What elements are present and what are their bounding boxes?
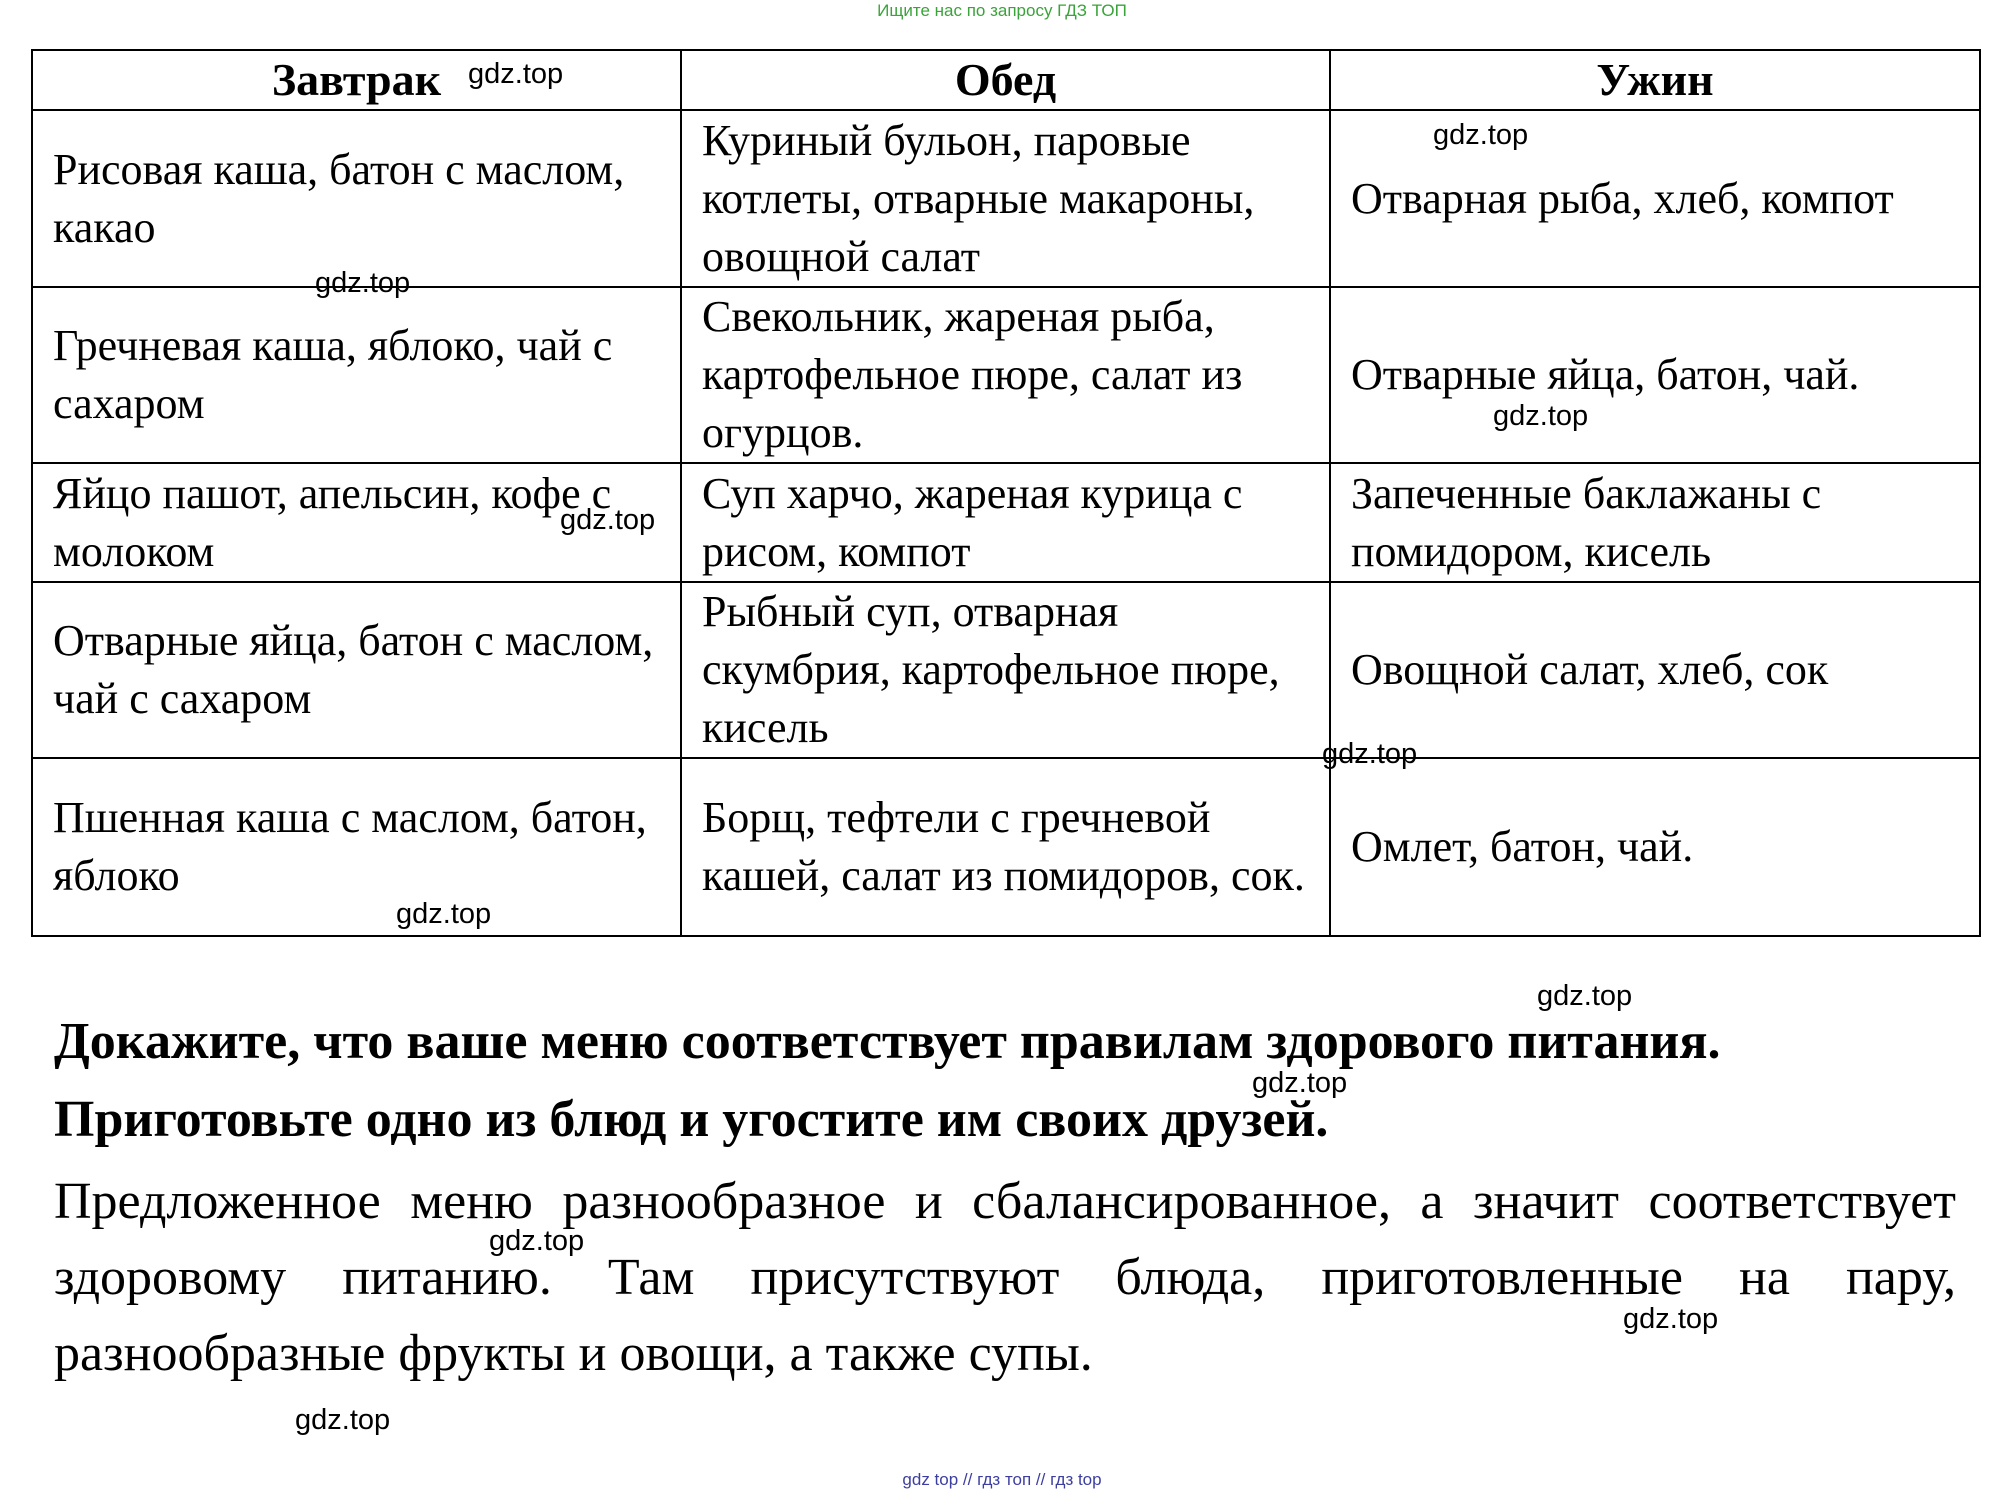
- task-line-2: Приготовьте одно из блюд и угостите им своих друзей.: [54, 1091, 1329, 1148]
- watermark: gdz.top: [1252, 1067, 1348, 1099]
- watermark: gdz.top: [1537, 980, 1633, 1012]
- watermark: gdz.top: [396, 898, 492, 930]
- dinner-cell: Омлет, батон, чай.: [1330, 758, 1980, 936]
- lunch-cell: Куриный бульон, паровые котлеты, отварные макароны, овощной салат: [681, 110, 1330, 287]
- breakfast-cell: Пшенная каша с маслом, батон, яблоко: [32, 758, 681, 936]
- breakfast-cell: Гречневая каша, яблоко, чай с сахаром: [32, 287, 681, 463]
- header-breakfast: Завтрак: [32, 50, 681, 110]
- breakfast-cell: Рисовая каша, батон с маслом, какао: [32, 110, 681, 287]
- table-row: [32, 287, 1980, 463]
- watermark: gdz.top: [1433, 119, 1529, 151]
- lunch-cell: Свекольник, жареная рыба, картофельное пюре, салат из огурцов.: [681, 287, 1330, 463]
- header-dinner: Ужин: [1330, 50, 1980, 110]
- header-lunch: Обед: [681, 50, 1330, 110]
- menu-table: [31, 49, 1981, 937]
- lunch-cell: Рыбный суп, отварная скумбрия, картофельное пюре, кисель: [681, 582, 1330, 758]
- watermark: gdz.top: [315, 267, 411, 299]
- breakfast-cell: Отварные яйца, батон с маслом, чай с сахаром: [32, 582, 681, 758]
- watermark: gdz.top: [1493, 400, 1589, 432]
- lunch-cell: Борщ, тефтели с гречневой кашей, салат из помидоров, сок.: [681, 758, 1330, 936]
- watermark: gdz.top: [1322, 738, 1418, 770]
- table-row: [32, 758, 1980, 936]
- watermark: gdz.top: [295, 1404, 391, 1436]
- watermark: gdz.top: [560, 504, 656, 536]
- dinner-cell: Запеченные баклажаны с помидором, кисель: [1330, 463, 1980, 582]
- answer-paragraph: Предложенное меню разнообразное и сбалансированное, а значит соответствует здоровому питанию. Там присутствуют блюда, приготовленные на пару, разнообразные фрукты и овощи, а также супы.: [54, 1173, 1956, 1382]
- watermark: gdz.top: [1623, 1303, 1719, 1335]
- table-row: [32, 110, 1980, 287]
- footer-note: gdz top // гдз топ // гдз top: [902, 1470, 1102, 1489]
- breakfast-cell: Яйцо пашот, апельсин, кофе с молоком: [32, 463, 681, 582]
- watermark: gdz.top: [489, 1225, 585, 1257]
- table-row: [32, 582, 1980, 758]
- table-header-row: [32, 50, 1980, 110]
- lunch-cell: Суп харчо, жареная курица с рисом, компот: [681, 463, 1330, 582]
- dinner-cell: Овощной салат, хлеб, сок: [1330, 582, 1980, 758]
- task-line-1: Докажите, что ваше меню соответствует правилам здорового питания.: [54, 1013, 1721, 1070]
- dinner-cell: Отварные яйца, батон, чай.: [1330, 287, 1980, 463]
- dinner-cell: Отварная рыба, хлеб, компот: [1330, 110, 1980, 287]
- table-row: [32, 463, 1980, 582]
- watermark: gdz.top: [468, 58, 564, 90]
- top-search-note: Ищите нас по запросу ГДЗ ТОП: [877, 1, 1127, 20]
